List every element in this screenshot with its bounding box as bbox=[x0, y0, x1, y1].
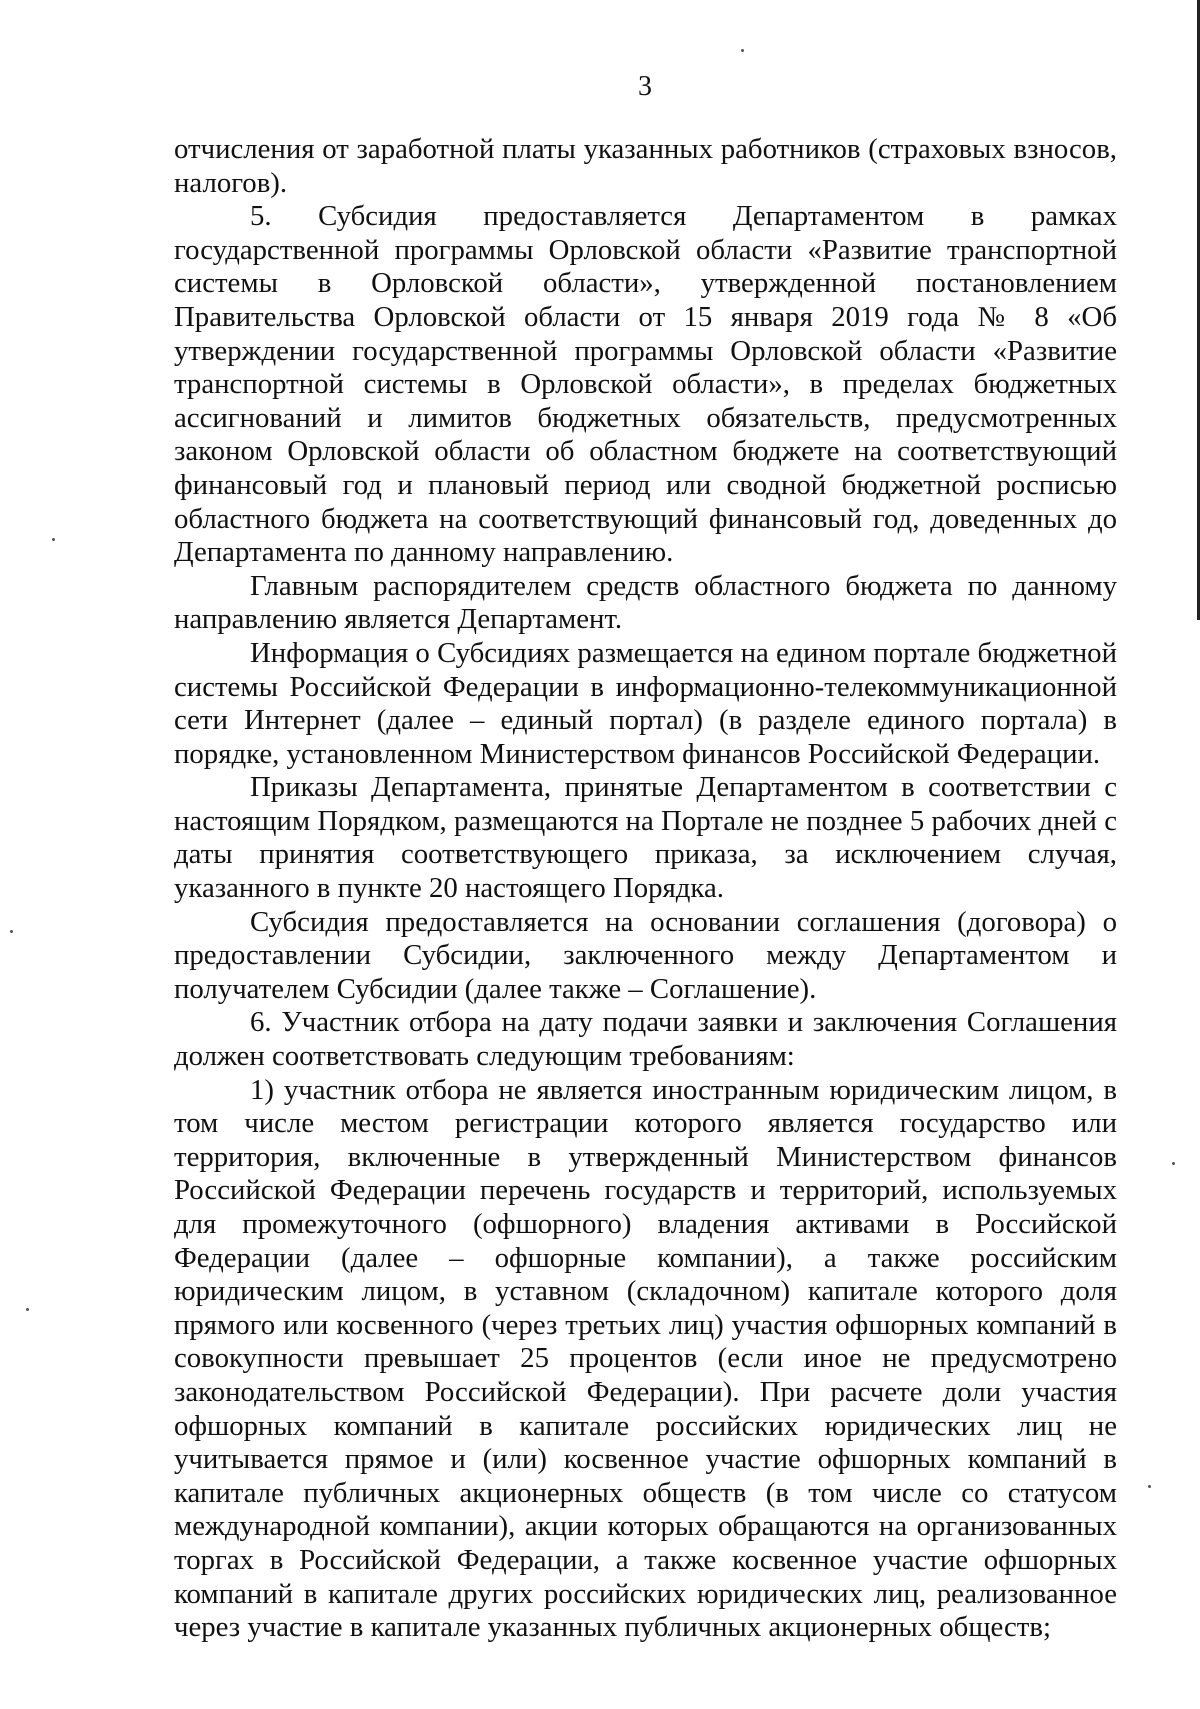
paragraph-8: 1) участник отбора не является иностранным юридическим лицом, в том числе местом регистрации которого является государство или территория, включенные в утвержденный Министерством финансов Российской Федерации перечень государств и территорий, используемых для промежуточного (офшорного) владения активами в Российской Федерации (далее – офшорные компании), а также российским юридическим лицом, в уставном (складочном) капитале которого доля прямого или косвенного (через третьих лиц) участия офшорных компаний в совокупности превышает 25 процентов (если иное не предусмотрено законодательством Российской Федерации). При расчете доли участия офшорных компаний в капитале российских юридических лиц не учитывается прямое и (или) косвенное участие офшорных компаний в капитале публичных акционерных обществ (в том числе со статусом международной компании), акции которых обращаются на организованных торгах в Российской Федерации, а также косвенное участие офшорных компаний в капитале других российских юридических лиц, реализованное через участие в капитале указанных публичных акционерных обществ; bbox=[174, 1073, 1117, 1644]
document-body bbox=[174, 133, 1117, 1645]
page-number: 3 bbox=[638, 71, 652, 102]
paragraph-5: Приказы Департамента, принятые Департаментом в соответствии с настоящим Порядком, размещаются на Портале не позднее 5 рабочих дней с даты принятия соответствующего приказа, за исключением случая, указанного в пункте 20 настоящего Порядка. bbox=[174, 771, 1117, 905]
scan-speck bbox=[52, 538, 55, 541]
paragraph-6: Субсидия предоставляется на основании соглашения (договора) о предоставлении Субсидии, заключенного между Департаментом и получателем Субсидии (далее также – Соглашение). bbox=[174, 905, 1117, 1005]
paragraph-4: Информация о Субсидиях размещается на едином портале бюджетной системы Российской Федерации в информационно-телекоммуникационной сети Интернет (далее – единый портал) (в разделе единого портала) в порядке, установленном Министерством финансов Российской Федерации. bbox=[174, 636, 1117, 770]
paragraph-3: Главным распорядителем средств областного бюджета по данному направлению является Департамент. bbox=[174, 569, 1117, 636]
scan-speck bbox=[26, 1308, 29, 1311]
paragraph-1: отчисления от заработной платы указанных работников (страховых взносов, налогов). bbox=[174, 133, 1117, 199]
scan-speck bbox=[10, 930, 13, 933]
scan-speck bbox=[1172, 1162, 1175, 1165]
paragraph-7: 6. Участник отбора на дату подачи заявки и заключения Соглашения должен соответствовать следующим требованиям: bbox=[174, 1006, 1117, 1073]
paragraph-2: 5. Субсидия предоставляется Департаментом в рамках государственной программы Орловской области «Развитие транспортной системы в Орловской области», утвержденной постановлением Правительства Орловской области от 15 января 2019 года № 8 «Об утверждении государственной программы Орловской области «Развитие транспортной системы в Орловской области», в пределах бюджетных ассигнований и лимитов бюджетных обязательств, предусмотренных законом Орловской области об областном бюджете на соответствующий финансовый год и плановый период или сводной бюджетной росписью областного бюджета на соответствующий финансовый год, доведенных до Департамента по данному направлению. bbox=[174, 200, 1117, 569]
scan-speck bbox=[1148, 1485, 1151, 1488]
scan-speck bbox=[741, 49, 744, 52]
